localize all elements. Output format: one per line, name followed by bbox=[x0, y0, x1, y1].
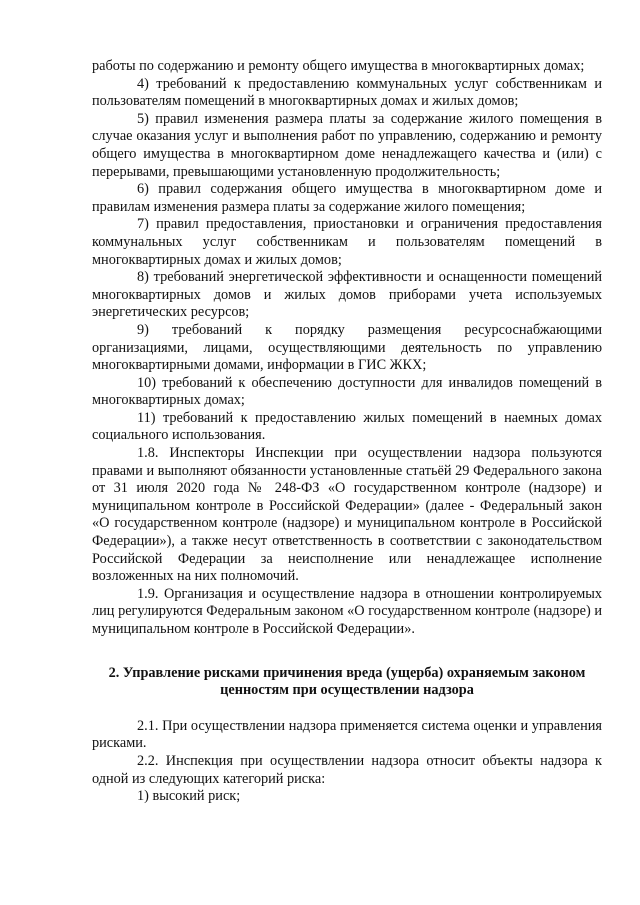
list-item-7: 7) правил предоставления, приостановки и ограничения предоставления коммунальных услуг собственникам и пользователям помещений в многоквартирных домах и жилых домов; bbox=[92, 216, 602, 268]
section-heading: 2. Управление рисками причинения вреда (ущерба) охраняемым законом ценностям при осуществлении надзора bbox=[108, 664, 586, 699]
list-item-8: 8) требований энергетической эффективности и оснащенности помещений многоквартирных домов и жилых домов приборами учета используемых энергетических ресурсов; bbox=[92, 269, 602, 321]
list-item-4: 4) требований к предоставлению коммунальных услуг собственникам и пользователям помещений в многоквартирных домах и жилых домов; bbox=[92, 75, 602, 110]
risk-category-item: 1) высокий риск; bbox=[137, 788, 241, 805]
clause-1-8: 1.8. Инспекторы Инспекции при осуществлении надзора пользуются правами и выполняют обязанности установленные статьёй 29 Федерального закона от 31 июля 2020 года № 248-ФЗ «О государственном контроле (надзоре) и муниципальном контроле в Российской Федерации» (далее - Федеральный закон «О государственном контроле (надзоре) и муниципальном контроле в Российской Федерации»), а также несут ответственность в соответствии с законодательством Российской Федерации за неисполнение или ненадлежащее исполнение возложенных на них полномочий. bbox=[92, 445, 602, 585]
list-item-6: 6) правил содержания общего имущества в многоквартирном доме и правилам изменения размера платы за содержание жилого помещения; bbox=[92, 181, 602, 215]
paragraph-continuation: работы по содержанию и ремонту общего имущества в многоквартирных домах; bbox=[92, 58, 585, 74]
list-item-11: 11) требований к предоставлению жилых помещений в наемных домах социального использования. bbox=[92, 409, 602, 444]
list-item-10: 10) требований к обеспечению доступности для инвалидов помещений в многоквартирных домах; bbox=[92, 374, 602, 409]
list-item-5: 5) правил изменения размера платы за содержание жилого помещения в случае оказания услуг и выполнения работ по управлению, содержанию и ремонту общего имущества в многоквартирном доме ненадлежащего качества и (или) с перерывами, превышающими установленную продолжительность; bbox=[92, 110, 602, 180]
clause-2-2: 2.2. Инспекция при осуществлении надзора относит объекты надзора к одной из следующих категорий риска: bbox=[92, 752, 602, 787]
document-page bbox=[92, 58, 602, 806]
clause-1-9: 1.9. Организация и осуществление надзора в отношении контролируемых лиц регулируются Федеральным законом «О государственном контроле (надзоре) и муниципальном контроле в Российской Федерации». bbox=[92, 585, 602, 637]
clause-2-1: 2.1. При осуществлении надзора применяется система оценки и управления рисками. bbox=[92, 717, 602, 752]
list-item-9: 9) требований к порядку размещения ресурсоснабжающими организациями, лицами, осуществляющими деятельность по управлению многоквартирными домами, информации в ГИС ЖКХ; bbox=[92, 321, 602, 374]
